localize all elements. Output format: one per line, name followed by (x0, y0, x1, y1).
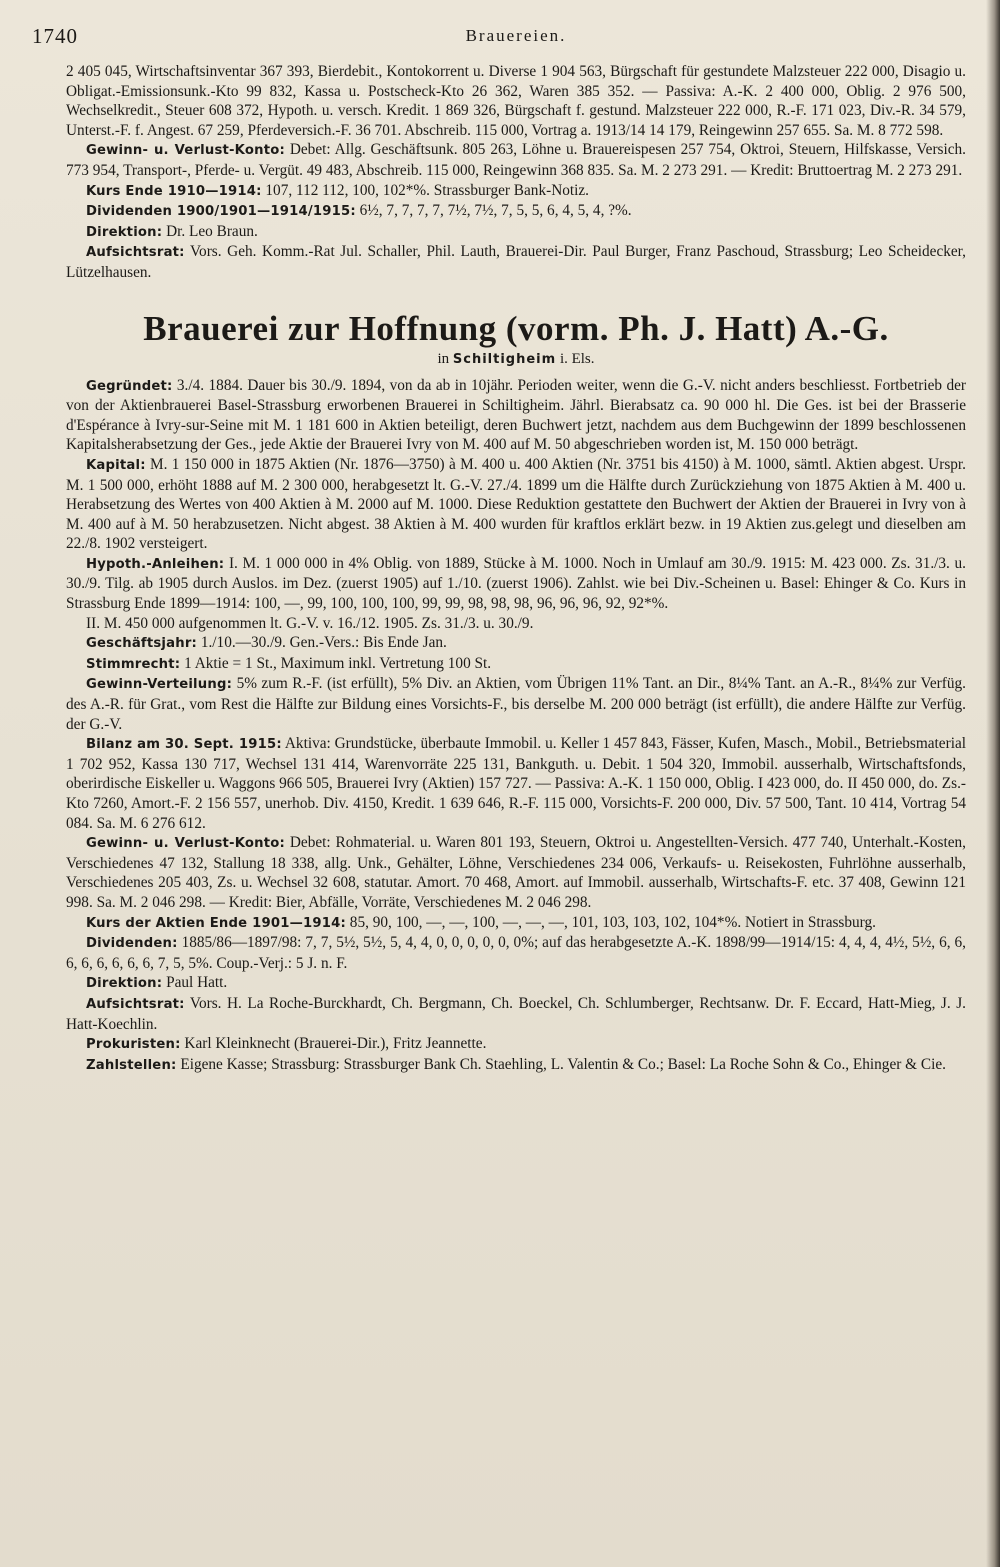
field-text: 1 Aktie = 1 St., Maximum inkl. Vertretung 100 St. (184, 654, 492, 672)
field-text: 3./4. 1884. Dauer bis 30./9. 1894, von da ab in 10jähr. Perioden weiter, wenn die G.-V. nicht anders beschliesst. Fortbetrieb der von der Aktienbrauerei Basel-Strassburg erworbenen Brauerei in Schiltigheim. Jährl. Bierabsatz ca. 90 000 hl. Die Ges. ist bei der Brasserie d'Espérance à Ivry-sur-Seine mit M. 1 181 600 in Aktien beteiligt, deren Buchwert jetzt, nachdem aus dem Buchgewinn der 1899 beschlossenen Kapitalsherabsetzung der Ges., jede Aktie der Brauerei Ivry von M. 400 auf M. 50 abgeschrieben worden ist, M. 150 000 beträgt. (66, 376, 966, 454)
entry-paragraph (66, 140, 966, 180)
field-text: 2 405 045, Wirtschaftsinventar 367 393, Bierdebit., Kontokorrent u. Diverse 1 904 563, Bürgschaft für gestundete Malzsteuer 222 000, Disagio u. Obligat.-Emissionsunk.-Kto 99 832, Kassa u. Postscheck-Kto 26 362, Waren 385 352. — Passiva: A.-K. 2 400 000, Oblig. 2 976 500, Wechselkredit., Steuer 608 372, Hypoth. u. versch. Kredit. 1 869 326, Bürgschaft f. gestund. Malzsteuer 222 000, R.-F. 171 023, Div.-R. 34 579, Unterst.-F. f. Angest. 67 259, Pferdeversich.-F. 36 701. Abschreib. 115 000, Vortrag a. 1913/14 14 179, Reingewinn 257 655. Sa. M. 8 772 598. (66, 63, 966, 139)
entry-paragraph (66, 376, 966, 455)
field-text: Vors. H. La Roche-Burckhardt, Ch. Bergmann, Ch. Boeckel, Ch. Schlumberger, Rechtsanw. Dr. F. Eccard, Hatt-Mieg, J. J. Hatt-Koechlin. (66, 994, 966, 1033)
entry-paragraph (66, 181, 966, 202)
field-label: Direktion: (86, 224, 163, 240)
entry-paragraph (66, 994, 966, 1034)
field-label: Dividenden: (86, 936, 178, 952)
running-title: Brauereien. (465, 26, 567, 45)
company-title: Brauerei zur Hoffnung (vorm. Ph. J. Hatt) A.-G. (143, 308, 889, 348)
field-text: 5% zum R.-F. (ist erfüllt), 5% Div. an Aktien, vom Übrigen 11% Tant. an Dir., 8¼% Tant. an A.-R., 8¼% zur Verfüg. des A.-R. für Grat., vom Rest die Hälfte zur Bildung eines Vorsichts-F., bis derselbe M. 200 000 beträgt (ist erfüllt), die andere Hälfte zur Verfüg. der G.-V. (66, 675, 966, 733)
running-header (32, 18, 966, 62)
field-label: Zahlstellen: (86, 1057, 177, 1073)
field-text: Debet: Rohmaterial. u. Waren 801 193, Steuern, Oktroi u. Angestellten-Versich. 477 740, Unterhalt.-Kosten, Verschiedenes 47 132, Stallung 18 338, allg. Unk., Gehälter, Löhne, Verschiedenes 234 006, Verkaufs- u. Reisekosten, Fuhrlöhne ausserhalb, Verschiedenes 205 403, Zs. u. Wechsel 32 608, statutar. Amort. 70 468, Amort. auf Immobil. ausserhalb, Wirtschafts-F. etc. 37 408, Gewinn 121 998. Sa. M. 2 046 298. — Kredit: Bier, Abfälle, Vorräte, Verschiedenes M. 2 046 298. (66, 834, 966, 911)
page-number: 1740 (32, 24, 78, 48)
entry-paragraph (66, 973, 966, 994)
entry-paragraph (66, 654, 966, 675)
entry-paragraph (66, 933, 966, 973)
field-label: Prokuristen: (86, 1037, 181, 1053)
field-label: Kurs Ende 1910—1914: (86, 183, 262, 199)
entry-paragraph (66, 633, 966, 654)
field-text: Paul Hatt. (166, 974, 228, 992)
field-label: Dividenden 1900/1901—1914/1915: (86, 204, 356, 220)
field-label: Bilanz am 30. Sept. 1915: (86, 737, 282, 753)
entry-paragraph (66, 201, 966, 222)
field-label: Direktion: (86, 976, 163, 992)
company-entry (66, 376, 966, 1076)
field-label: Gewinn-Verteilung: (86, 677, 233, 693)
field-label: Gewinn- u. Verlust-Konto: (86, 836, 285, 852)
location-prefix: in (437, 350, 450, 367)
entry-paragraph (66, 455, 966, 554)
field-label: Gewinn- u. Verlust-Konto: (86, 143, 285, 159)
previous-company-entry (66, 62, 966, 283)
field-label: Kapital: (86, 457, 146, 473)
field-text: Karl Kleinknecht (Brauerei-Dir.), Fritz Jeannette. (184, 1035, 487, 1053)
field-text: Aktiva: Grundstücke, überbaute Immobil. u. Keller 1 457 843, Fässer, Kufen, Masch., Mobil., Betriebsmaterial 1 702 952, Kassa 130 717, Wechsel 131 414, Warenvorräte 225 131, Bankguth. u. Debit. 1 504 320, Immobil. ausserhalb, Wirtschaftsfonds, oberirdische Eiskeller u. Waggons 966 505, Brauerei Ivry (Aktien) 157 727. — Passiva: A.-K. 1 150 000, Oblig. I 423 000, do. II 450 000, do. Zs.-Kto 7260, Amort.-F. 2 156 557, unerhob. Div. 4150, Kredit. 1 639 646, R.-F. 115 000, Vorsichts-F. 200 000, Div. 57 500, Tant. 10 414, Vortrag 54 084. Sa. M. 6 276 612. (66, 735, 966, 832)
field-text: 1885/86—1897/98: 7, 7, 5½, 5½, 5, 4, 4, 0, 0, 0, 0, 0, 0%; auf das herabgesetzte A.-K. 1898/99—1914/15: 4, 4, 4, 4½, 5½, 6, 6, 6, 6, 6, 6, 6, 6, 7, 5, 5%. Coup.-Verj.: 5 J. n. F. (66, 934, 966, 972)
entry-paragraph (66, 1034, 966, 1055)
entry-paragraph (66, 833, 966, 912)
field-text: M. 1 150 000 in 1875 Aktien (Nr. 1876—3750) à M. 400 u. 400 Aktien (Nr. 3751 bis 4150) à M. 1000, sämtl. Aktien abgest. Urspr. M. 1 500 000, erhöht 1888 auf M. 2 300 000, herabgesetzt lt. G.-V. 27./4. 1899 um die Hälfte durch Zurückziehung von 1875 Aktien à M. 400 u. Herabsetzung des Wertes von 400 Aktien à M. 2000 auf M. 1000. Diese Reduktion gestattete den Buchwert der Aktien der Brauerei in Ivry von à M. 400 auf à M. 50 herabzusetzen. Nicht abgest. 38 Aktien à M. 400 wurden für kraftlos erklärt bezw. in 19 Aktien zus.gelegt und dieselben am 22./8. 1902 versteigert. (66, 455, 966, 553)
entry-paragraph (66, 674, 966, 734)
field-label: Stimmrecht: (86, 656, 181, 672)
field-text: Dr. Leo Braun. (166, 222, 258, 240)
field-text: 85, 90, 100, —, —, 100, —, —, —, 101, 103, 103, 102, 104*%. Notiert in Strassburg. (349, 913, 876, 931)
location-suffix: i. Els. (559, 350, 595, 367)
field-text: Eigene Kasse; Strassburg: Strassburger Bank Ch. Staehling, L. Valentin & Co.; Basel: La Roche Sohn & Co., Ehinger & Cie. (180, 1055, 946, 1073)
field-text: I. M. 1 000 000 in 4% Oblig. von 1889, Stücke à M. 1000. Noch in Umlauf am 30./9. 1915: M. 423 000. Zs. 31./3. u. 30./9. Tilg. ab 1905 durch Auslos. im Dez. (zuerst 1905) auf 1./10. (zuerst 1906). Zahlst. wie bei Div.-Scheinen u. Basel: Ehinger & Co. Kurs in Strassburg Ende 1899—1914: 100, —, 99, 100, 100, 100, 99, 99, 98, 98, 98, 96, 96, 96, 92, 92*%. (66, 554, 966, 613)
location-city: Schiltigheim (452, 351, 557, 367)
field-text: Debet: Allg. Geschäftsunk. 805 263, Löhne u. Brauereispesen 257 754, Oktroi, Steuern, Hilfskasse, Versich. 773 954, Transport-, Pferde- u. Vergüt. 49 483, Abschreib. 115 000, Reingewinn 368 835. Sa. M. 2 273 291. — Kredit: Bruttoertrag M. 2 273 291. (66, 141, 966, 179)
entry-paragraph (66, 62, 966, 140)
field-text: 6½, 7, 7, 7, 7, 7½, 7½, 7, 5, 5, 6, 4, 5, 4, ?%. (359, 202, 632, 220)
field-label: Geschäftsjahr: (86, 636, 197, 652)
page-edge-shadow (986, 0, 1000, 1567)
field-label: Gegründet: (86, 378, 173, 394)
entry-paragraph (66, 1055, 966, 1076)
field-text: 1./10.—30./9. Gen.-Vers.: Bis Ende Jan. (200, 634, 447, 652)
field-label: Hypoth.-Anleihen: (86, 556, 225, 572)
entry-paragraph (66, 614, 966, 634)
entry-paragraph (66, 734, 966, 833)
entry-paragraph (66, 242, 966, 282)
field-label: Kurs der Aktien Ende 1901—1914: (86, 915, 346, 931)
field-label: Aufsichtsrat: (86, 996, 185, 1012)
field-text: II. M. 450 000 aufgenommen lt. G.-V. v. 16./12. 1905. Zs. 31./3. u. 30./9. (86, 614, 534, 632)
entry-paragraph (66, 554, 966, 614)
field-label: Aufsichtsrat: (86, 245, 185, 261)
entry-paragraph (66, 222, 966, 243)
company-location (66, 349, 966, 370)
entry-paragraph (66, 913, 966, 934)
field-text: 107, 112 112, 100, 102*%. Strassburger Bank-Notiz. (265, 181, 589, 199)
field-text: Vors. Geh. Komm.-Rat Jul. Schaller, Phil. Lauth, Brauerei-Dir. Paul Burger, Franz Paschoud, Strassburg; Leo Scheidecker, Lützelhausen. (66, 243, 966, 281)
